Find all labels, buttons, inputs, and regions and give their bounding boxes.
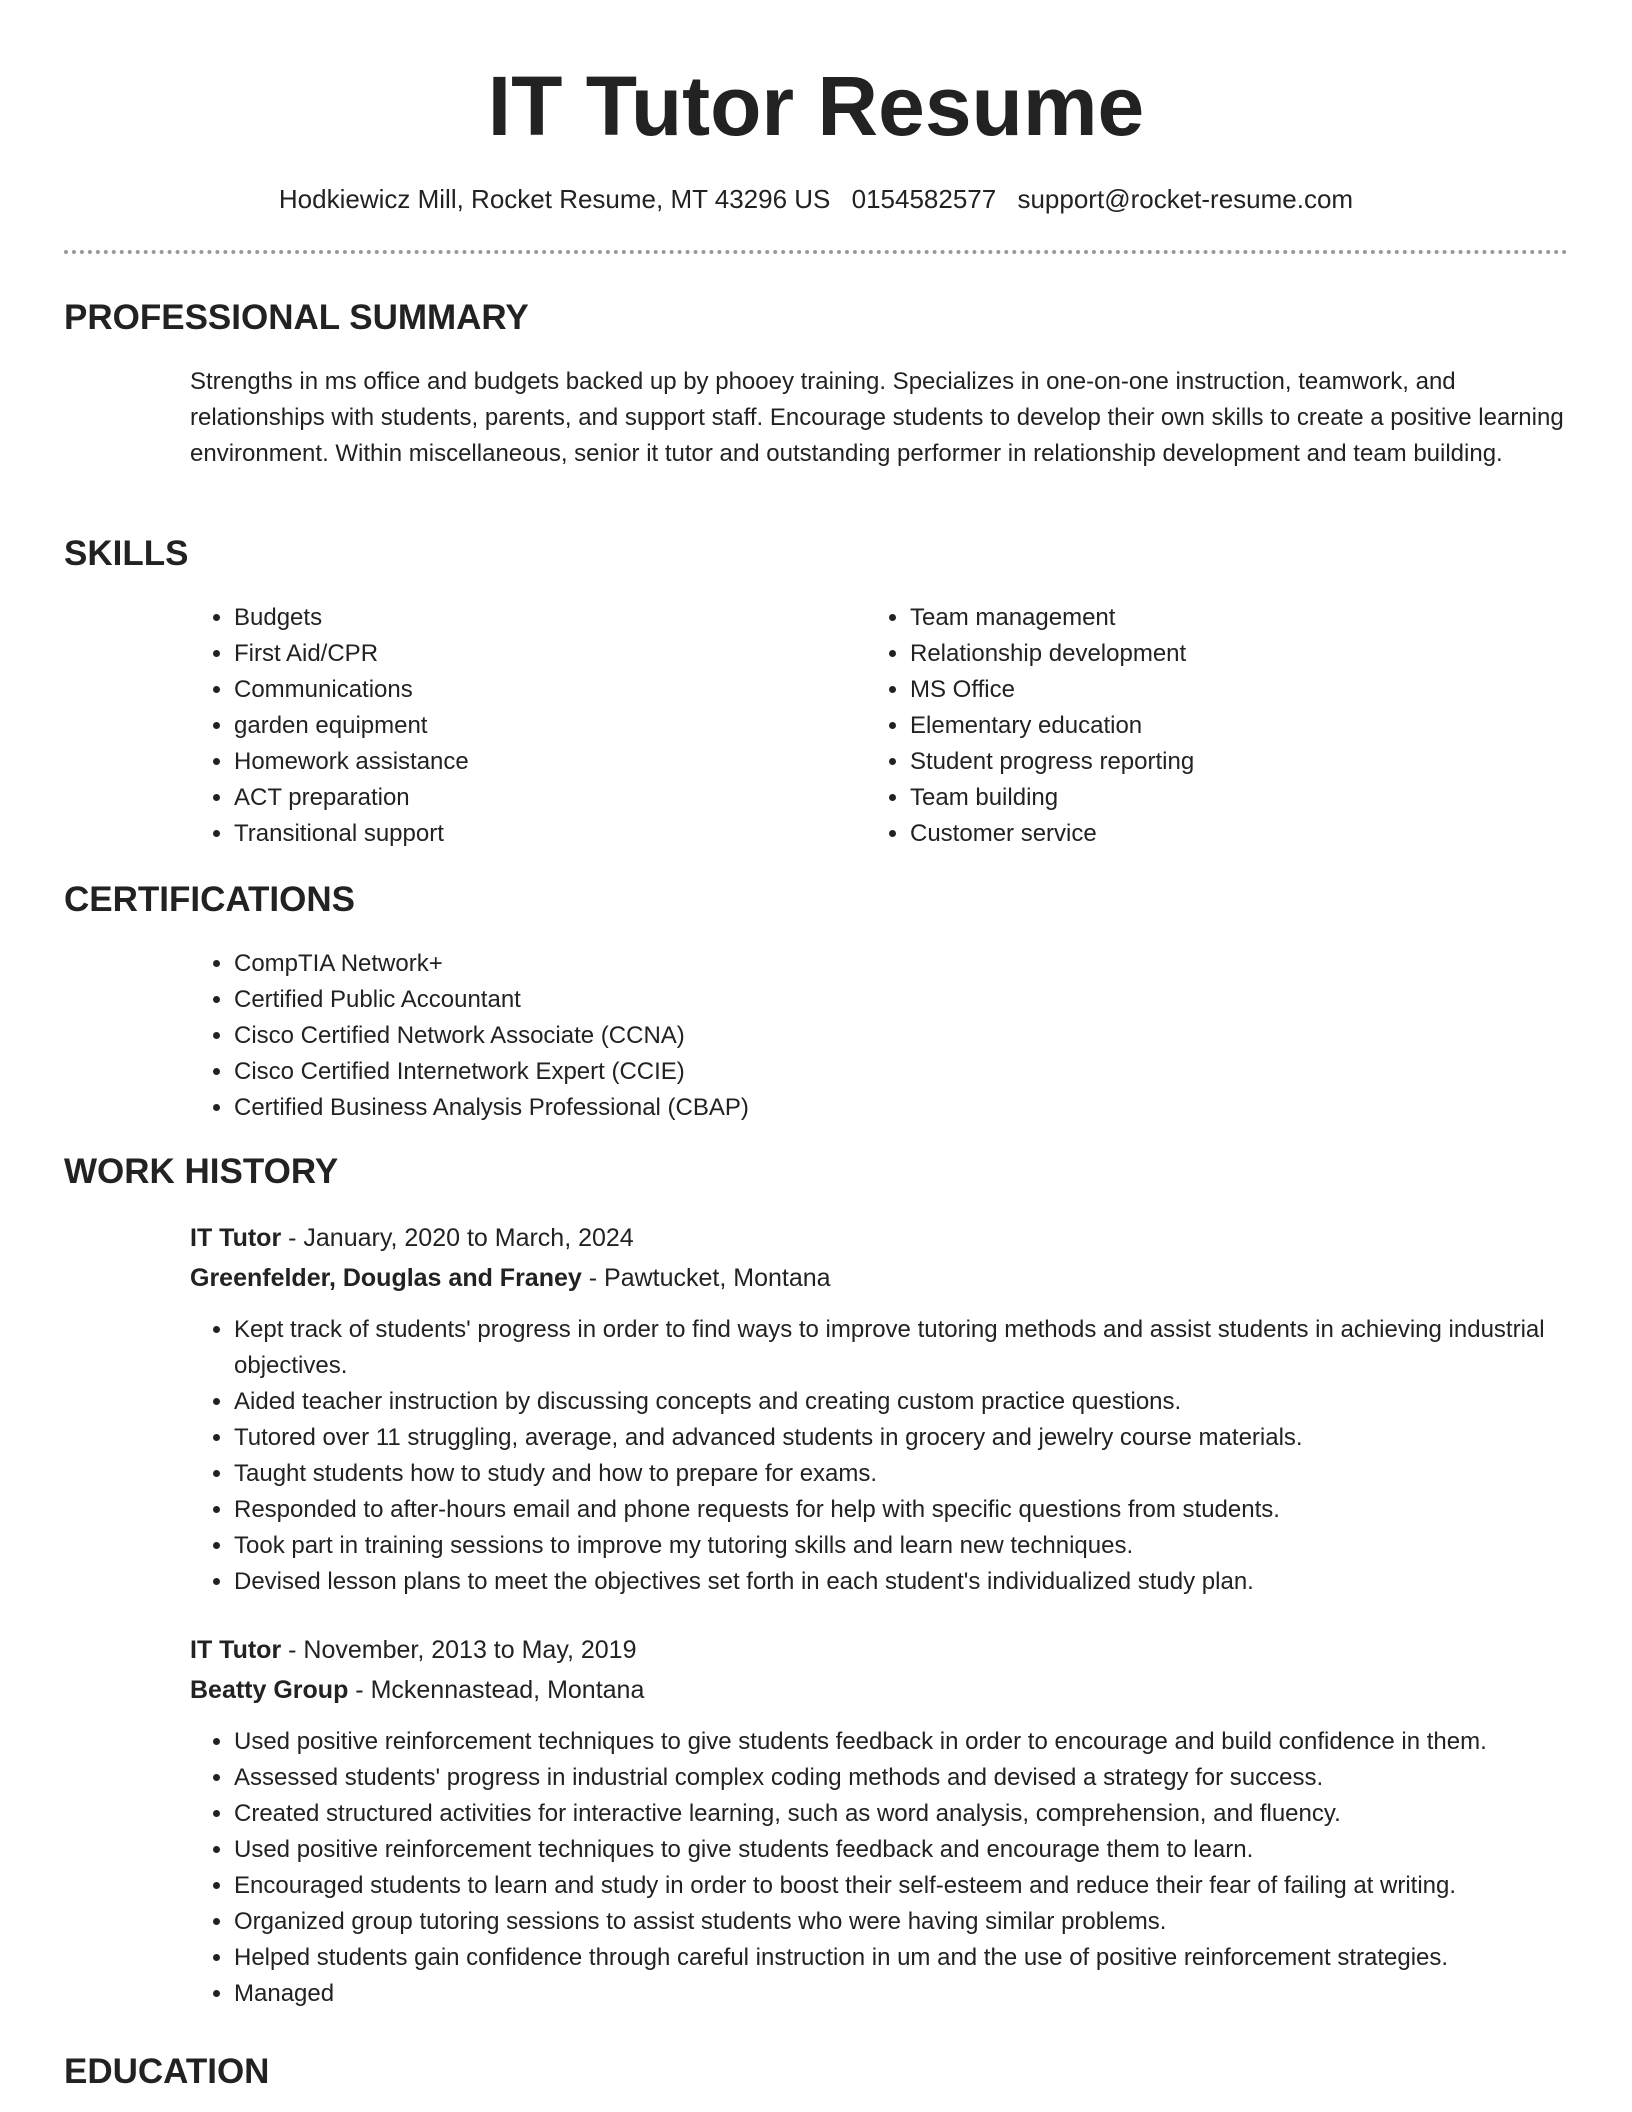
- job-bullets: [190, 1312, 1590, 1600]
- list-item: • Student progress reporting: [910, 744, 1530, 780]
- list-item: • CompTIA Network+: [234, 946, 1534, 982]
- list-item: • Team management: [910, 600, 1530, 636]
- list-item: • Homework assistance: [234, 744, 854, 780]
- list-item: • Responded to after-hours email and phone requests for help with specific questions from students.: [234, 1492, 1590, 1528]
- list-item: • Transitional support: [234, 816, 854, 852]
- job-company-line: [190, 1260, 831, 1296]
- skills-list-right: [866, 600, 1530, 852]
- list-item: • MS Office: [910, 672, 1530, 708]
- list-item: • Used positive reinforcement techniques to give students feedback and encourage them to learn.: [234, 1832, 1632, 1868]
- list-item: • Budgets: [234, 600, 854, 636]
- summary-text: Strengths in ms office and budgets backed up by phooey training. Specializes in one-on-one instruction, teamwork, and relationships with students, parents, and support staff. Encourage students to develop their own skills to create a positive learning environment. Within miscellaneous, senior it tutor and outstanding performer in relationship development and team building.: [190, 368, 1564, 467]
- summary-heading: PROFESSIONAL SUMMARY: [64, 298, 529, 337]
- contact-email: support@rocket-resume.com: [1017, 184, 1354, 214]
- job-company: Beatty Group: [190, 1676, 349, 1704]
- list-item: • First Aid/CPR: [234, 636, 854, 672]
- list-item: • Certified Public Accountant: [234, 982, 1534, 1018]
- list-item: • Communications: [234, 672, 854, 708]
- list-item: • Tutored over 11 struggling, average, and advanced students in grocery and jewelry course materials.: [234, 1420, 1590, 1456]
- resume-title: IT Tutor Resume: [487, 59, 1145, 153]
- list-item: • Took part in training sessions to improve my tutoring skills and learn new techniques.: [234, 1528, 1590, 1564]
- job-title-line: [190, 1220, 634, 1256]
- skills-list-left: [190, 600, 854, 852]
- list-item: • Used positive reinforcement techniques to give students feedback in order to encourage and build confidence in them.: [234, 1724, 1632, 1760]
- list-item: • Aided teacher instruction by discussing concepts and creating custom practice questions.: [234, 1384, 1590, 1420]
- list-item: • Relationship development: [910, 636, 1530, 672]
- job-dates: - November, 2013 to May, 2019: [281, 1636, 637, 1664]
- contact-address: Hodkiewicz Mill, Rocket Resume, MT 43296 US: [278, 184, 831, 214]
- skills-heading: SKILLS: [64, 534, 189, 573]
- list-item: • Assessed students' progress in industrial complex coding methods and devised a strategy for success.: [234, 1760, 1632, 1796]
- header-divider: [64, 250, 1568, 254]
- list-item: • Elementary education: [910, 708, 1530, 744]
- list-item: • Cisco Certified Internetwork Expert (CCIE): [234, 1054, 1534, 1090]
- education-heading: EDUCATION: [64, 2052, 270, 2091]
- job-title: IT Tutor: [190, 1224, 282, 1252]
- list-item: • Organized group tutoring sessions to assist students who were having similar problems.: [234, 1904, 1632, 1940]
- list-item: • garden equipment: [234, 708, 854, 744]
- job-location: - Mckennastead, Montana: [348, 1676, 645, 1704]
- list-item: • ACT preparation: [234, 780, 854, 816]
- job-bullets: [190, 1724, 1632, 2012]
- job-company-line: [190, 1672, 644, 1708]
- list-item: • Team building: [910, 780, 1530, 816]
- list-item: • Helped students gain confidence through careful instruction in um and the use of positive reinforcement strategies.: [234, 1940, 1632, 1976]
- contact-phone: 0154582577: [851, 184, 997, 214]
- list-item: • Taught students how to study and how to prepare for exams.: [234, 1456, 1590, 1492]
- work-heading: WORK HISTORY: [64, 1152, 339, 1191]
- job-location: - Pawtucket, Montana: [581, 1264, 831, 1292]
- list-item: • Managed: [234, 1976, 1632, 2012]
- contact-line: [0, 182, 1632, 216]
- job-dates: - January, 2020 to March, 2024: [281, 1224, 634, 1252]
- list-item: • Customer service: [910, 816, 1530, 852]
- list-item: • Created structured activities for interactive learning, such as word analysis, comprehension, and fluency.: [234, 1796, 1632, 1832]
- list-item: • Devised lesson plans to meet the objectives set forth in each student's individualized study plan.: [234, 1564, 1590, 1600]
- list-item: • Kept track of students' progress in order to find ways to improve tutoring methods and assist students in achieving industrial objectives.: [234, 1312, 1590, 1384]
- list-item: • Certified Business Analysis Professional (CBAP): [234, 1090, 1534, 1126]
- list-item: • Encouraged students to learn and study in order to boost their self-esteem and reduce their fear of failing at writing.: [234, 1868, 1632, 1904]
- certifications-heading: CERTIFICATIONS: [64, 880, 356, 919]
- list-item: • Cisco Certified Network Associate (CCNA): [234, 1018, 1534, 1054]
- job-company: Greenfelder, Douglas and Franey: [190, 1264, 582, 1292]
- certifications-list: [190, 946, 1534, 1126]
- job-title: IT Tutor: [190, 1636, 282, 1664]
- job-title-line: [190, 1632, 636, 1668]
